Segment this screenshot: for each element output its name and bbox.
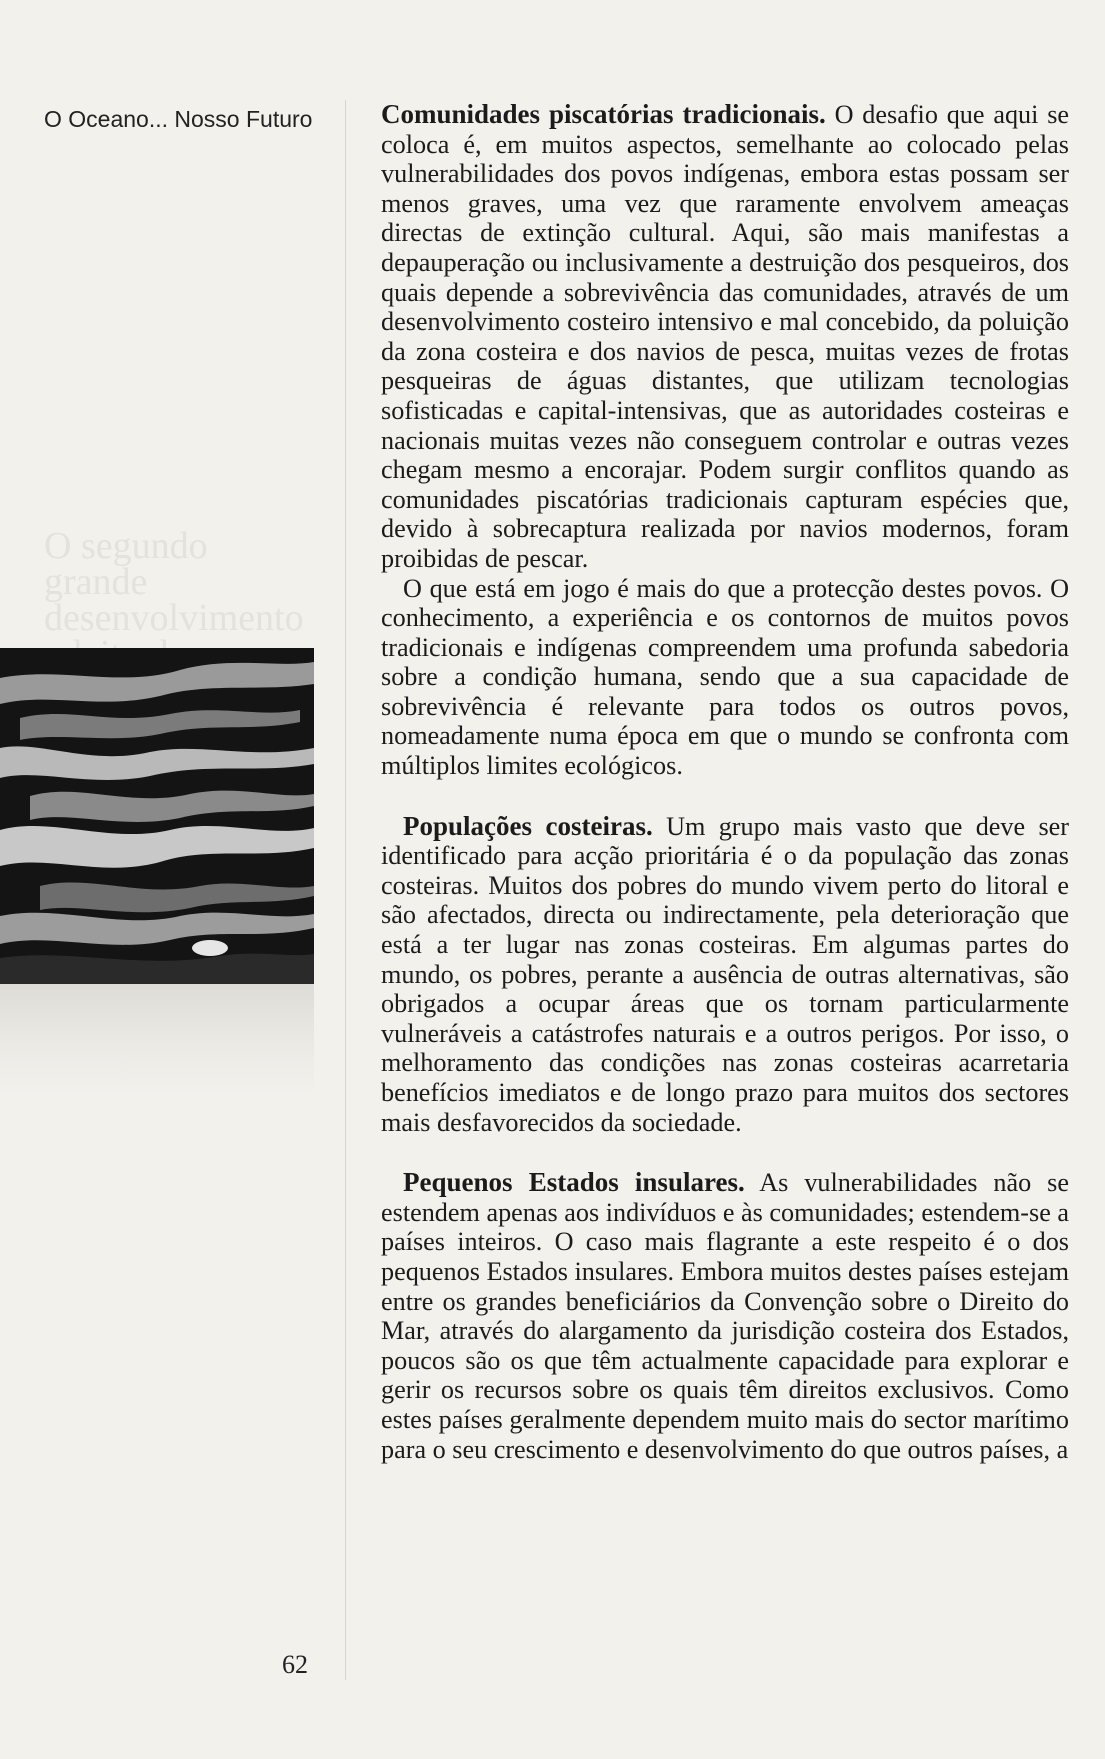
ocean-waves-photo: [0, 648, 314, 984]
sidebar-quote-line: grande: [44, 561, 148, 603]
paragraph-text: O que está em jogo é mais do que a protecção destes povos. O conhecimento, a experiência e os contornos de muitos povos tradicionais e indígenas compreendem uma profunda sabedoria sobre a condição humana, sendo que a sua capacidade de sobrevivência é relevante para todos os outros povos, nomeadamente numa época em que o mundo se confronta com múltiplos limites ecológicos.: [381, 573, 1069, 781]
section-heading: Comunidades piscatórias tradicionais.: [381, 99, 826, 129]
paragraph-small-island-states: [381, 1168, 1069, 1464]
paragraph-text: As vulnerabilidades não se estendem apenas aos indivíduos e às comunidades; estendem-se a países inteiros. O caso mais flagrante a este respeito é o dos pequenos Estados insulares. Embora muitos destes países estejam entre os grandes beneficiários da Convenção sobre o Direito do Mar, através do alargamento da jurisdição costeira dos Estados, poucos são os que têm actualmente capacidade para explorar e gerir os recursos sobre os quais têm direitos exclusivos. Como estes países geralmente dependem muito mais do sector marítimo para o seu crescimento e desenvolvimento do que outros países, a: [381, 1168, 1070, 1464]
sidebar-quote-line: desenvolvimento: [44, 597, 304, 639]
section-heading: Populações costeiras.: [403, 810, 653, 841]
paragraph-text: O desafio que aqui se coloca é, em muitos aspectos, semelhante ao colocado pelas vulnerabilidades dos povos indígenas, embora estas possam ser menos graves, uma vez que raramente envolvem ameaças directas de extinção cultural. Aqui, são mais manifestas a depauperação ou inclusivamente a destruição dos pesqueiros, dos quais depende a sobrevivência das comunidades, através de um desenvolvimento costeiro intensivo e mal concebido, da poluição da zona costeira e dos navios de pesca, muitas vezes de frotas pesqueiras de águas distantes, que utilizam tecnologias sofisticadas e capital-intensivas, que as autoridades costeiras e nacionais muitas vezes não conseguem controlar e outras vezes chegam mesmo a encorajar. Podem surgir conflitos quando as comunidades piscatórias tradicionais capturam espécies que, devido à sobrecaptura realizada por navios modernos, foram proibidas de pescar.: [381, 100, 1070, 573]
photo-fade: [0, 984, 314, 1096]
article-body: [381, 100, 1069, 1464]
page-number: 62: [282, 1650, 308, 1679]
paragraph-text: Um grupo mais vasto que deve ser identificado para acção prioritária é o da população das zonas costeiras. Muitos dos pobres do mundo vivem perto do litoral e são afectados, directa ou indirectamente, pela deterioração que está a ter lugar nas zonas costeiras. Em algumas partes do mundo, os pobres, perante a ausência de outras alternativas, são obrigados a ocupar áreas que os tornam particularmente vulneráveis a catástrofes naturais e a outros perigos. Por isso, o melhoramento das condições nas zonas costeiras acarretaria benefícios imediatos e de longo prazo para muitos dos sectores mais desfavorecidos da sociedade.: [381, 811, 1069, 1137]
paragraph-coastal-populations: [381, 812, 1069, 1138]
paragraph-traditional-fishing: [381, 100, 1069, 574]
sidebar-quote-line: O segundo: [44, 525, 208, 567]
column-divider: [345, 100, 346, 1680]
running-head: O Oceano... Nosso Futuro: [44, 106, 313, 132]
paragraph-continuation: [381, 574, 1069, 781]
section-heading: Pequenos Estados insulares.: [403, 1167, 745, 1198]
